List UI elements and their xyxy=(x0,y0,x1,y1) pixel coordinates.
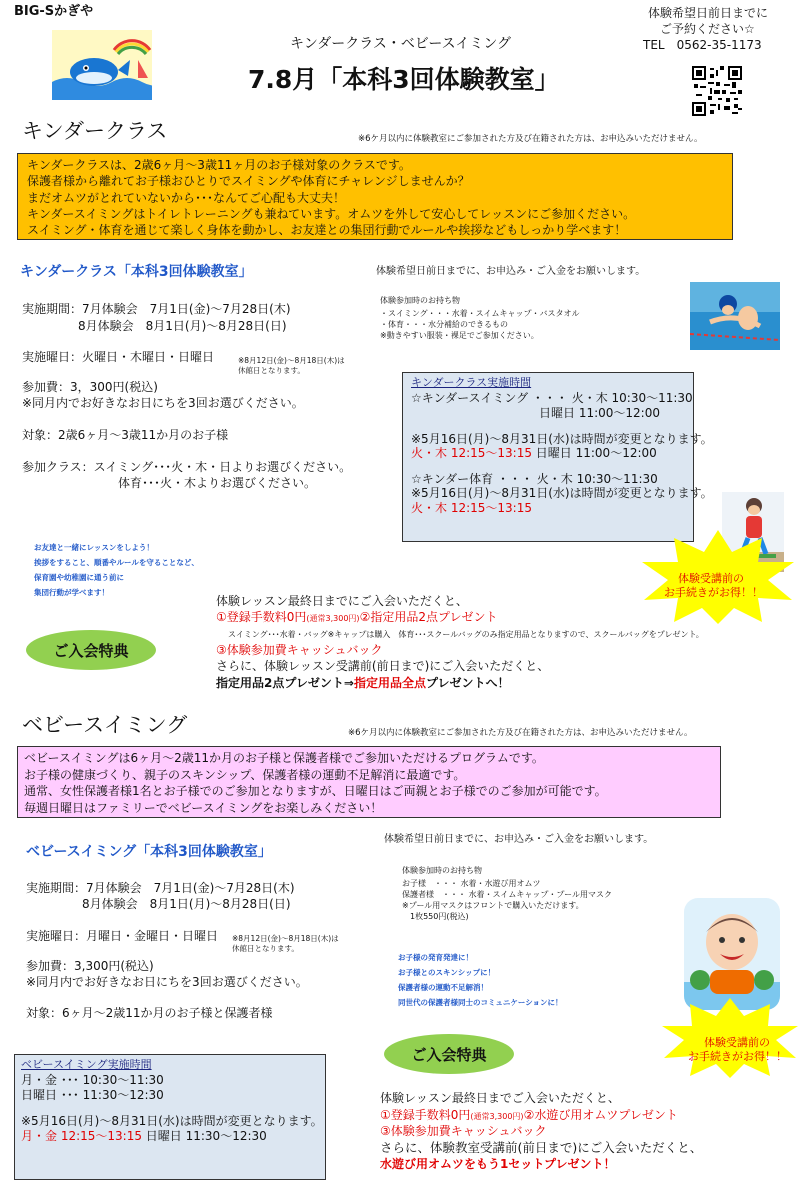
kinder-items-title: 体験参加時のお持ち物 xyxy=(380,296,460,305)
baby-item: 保護者様 ・・・ 水着・スイムキャップ・プール用マスク xyxy=(402,890,612,899)
kinder-schedule-change-red: 火・木 12:15～13:15 xyxy=(411,446,532,460)
kinder-holiday-note: ※8月12日(金)～8月18日(木)は xyxy=(238,356,345,365)
kinder-merit-item: 挨拶をすること、順番やルールを守ることなど、 xyxy=(34,558,199,567)
baby-intro-line: 通常、女性保護者様1名とお子様でのご参加となりますが、日曜日はご両親とお子様でのご参加が可能です。 xyxy=(24,784,607,798)
kinder-benefit-1: ①登録手数料0円 xyxy=(216,610,307,624)
kinder-benefit-more-2b: 指定用品全点 xyxy=(353,676,426,690)
baby-target: 対象：6ヶ月～2歳11か月のお子様と保護者様 xyxy=(26,1006,273,1020)
baby-benefit-more: さらに、体験教室受講前(前日まで)にご入会いただくと、 xyxy=(380,1140,703,1155)
baby-benefit-1: ①登録手数料0円 xyxy=(380,1108,471,1122)
baby-days: 実施曜日：月曜日・金曜日・日曜日 xyxy=(26,929,219,943)
baby-holiday-note: ※8月12日(金)～8月18日(木)は xyxy=(232,934,339,943)
kinder-merit-item: 集団行動が学べます！ xyxy=(34,588,109,597)
baby-restriction-note: ※6ケ月以内に体験教室にご参加された方及び在籍された方は、お申込みいただけません。 xyxy=(348,728,693,738)
kinder-benefit-more-2a: 指定用品2点プレゼント⇒ xyxy=(216,676,354,690)
baby-benefit-3: ③体験参加費キャッシュバック xyxy=(380,1124,547,1138)
kinder-intro-line: キンダースイミングはトイレトレーニングも兼ねています。オムツを外して安心してレッスンにご参加ください。 xyxy=(27,206,636,221)
kinder-fee-note: ※同月内でお好きなお日にちを3回お選びください。 xyxy=(22,396,304,410)
kinder-burst-line-2: お手続きがお得！！ xyxy=(664,586,763,599)
baby-schedule-line-4 xyxy=(21,1129,267,1144)
brand-name: BIG-Sかぎや xyxy=(14,4,94,19)
kinder-schedule-change-sun: 日曜日 11:00～12:00 xyxy=(531,446,657,460)
kinder-schedule-swim: ☆キンダースイミング ・・・ 火・木 10:30～11:30 xyxy=(411,391,693,405)
baby-intro-line: 毎週日曜日はファミリーでベビースイミングをお楽しみください！ xyxy=(24,800,383,815)
baby-merit-item: お子様の発育発達に！ xyxy=(398,953,473,962)
kinder-holiday-note-2: 休館日となります。 xyxy=(238,366,305,375)
kinder-apply-note: 体験希望日前日までに、お申込み・ご入金をお願いします。 xyxy=(376,266,646,277)
kinder-restriction-note: ※6ケ月以内に体験教室にご参加された方及び在籍された方は、お申込みいただけません。 xyxy=(358,134,703,144)
kinder-merit-item: お友達と一緒にレッスンをしよう！ xyxy=(34,543,154,552)
baby-intro-line: お子様の健康づくり、親子のスキンシップ、保護者様の運動不足解消に最適です。 xyxy=(24,767,466,782)
kinder-items-list xyxy=(380,308,580,341)
kinder-merit-list xyxy=(34,540,199,600)
kinder-schedule-change: ※5月16日(月)～8月31日(水)は時間が変更となります。 xyxy=(411,432,713,446)
baby-fee-note: ※同月内でお好きなお日にちを3回お選びください。 xyxy=(26,975,308,989)
baby-fee: 参加費：3,300円(税込) xyxy=(26,959,154,973)
kinder-merit-item: 保育園や幼稚園に通う前に xyxy=(34,573,124,582)
baby-items-list xyxy=(402,878,612,922)
kinder-schedule-gym: ☆キンダー体育 ・・・ 火・木 10:30～11:30 xyxy=(411,472,658,486)
tel-number: TEL 0562-35-1173 xyxy=(643,38,762,52)
kinder-days: 実施曜日：火曜日・木曜日・日曜日 xyxy=(22,350,215,364)
baby-period: 実施期間：7月体験会 7月1日(金)～7月28日(木) xyxy=(26,881,295,895)
baby-burst-line-1: 体験受講前の xyxy=(704,1036,770,1049)
baby-burst-line-2: お手続きがお得！！ xyxy=(688,1050,787,1063)
kinder-intro-line: まだオムツがとれていないから･･･なんてご心配も大丈夫！ xyxy=(27,190,346,205)
kinder-schedule-change-times xyxy=(411,446,657,461)
baby-benefit-label xyxy=(384,1034,514,1074)
kinder-target: 対象：2歳6ヶ月～3歳11か月のお子様 xyxy=(22,428,229,442)
kinder-swim-photo xyxy=(690,282,780,350)
baby-schedule-red: 月・金 12:15～13:15 xyxy=(21,1129,142,1143)
kinder-intro-box xyxy=(17,153,733,240)
baby-merit-list xyxy=(398,950,563,1010)
baby-item: ※プール用マスクはフロントで購入いただけます。 xyxy=(402,901,584,910)
baby-benefit-label-text: ご入会特典 xyxy=(411,1045,487,1064)
baby-heading: ベビースイミング xyxy=(22,713,188,737)
baby-merit-item: お子様とのスキンシップに！ xyxy=(398,968,496,977)
baby-schedule-line-2: 日曜日 ･･･ 11:30～12:30 xyxy=(21,1088,164,1102)
baby-benefit-row-1 xyxy=(380,1108,678,1123)
baby-schedule-sun: 日曜日 11:30～12:30 xyxy=(141,1129,267,1143)
kinder-item: ※動きやすい服装・裸足でご参加ください。 xyxy=(380,331,539,340)
kinder-intro-line: キンダークラスは、2歳6ヶ月～3歳11ヶ月のお子様対象のクラスです。 xyxy=(27,158,411,172)
kinder-schedule-gym-note: ※5月16日(月)～8月31日(水)は時間が変更となります。 xyxy=(411,486,713,500)
kinder-benefit-label-text: ご入会特典 xyxy=(53,641,129,660)
kinder-burst-line-1: 体験受講前の xyxy=(678,572,744,585)
baby-item: お子様 ・・・ 水着・水遊び用オムツ xyxy=(402,879,541,888)
baby-benefit-intro: 体験レッスン最終日までご入会いただくと、 xyxy=(380,1091,620,1105)
baby-intro-box xyxy=(17,746,721,818)
kinder-program-title: キンダークラス「本科3回体験教室」 xyxy=(20,264,253,280)
baby-program-title: ベビースイミング「本科3回体験教室」 xyxy=(26,844,272,860)
baby-merit-item: 同世代の保護者様同士のコミュニケーションに！ xyxy=(398,998,563,1007)
qr-code-image xyxy=(692,66,742,116)
kinder-schedule-box xyxy=(402,372,713,542)
baby-merit-item: 保護者様の運動不足解消！ xyxy=(398,983,488,992)
kinder-item: ・体育・・・水分補給のできるもの xyxy=(380,320,508,329)
page-subtitle: キンダークラス・ベビースイミング xyxy=(290,36,512,52)
baby-benefit-1-note: (通常3,300円) xyxy=(470,1112,524,1121)
kinder-schedule-swim-sun: 日曜日 11:00～12:00 xyxy=(539,406,660,420)
kinder-item: ・スイミング・・・水着・スイムキャップ・バスタオル xyxy=(380,309,580,318)
kinder-intro-line: 保護者様から離れてお子様おひとりでスイミングや体育にチャレンジしませんか？ xyxy=(27,174,470,189)
kinder-schedule-gym-red: 火・木 12:15～13:15 xyxy=(411,501,532,515)
baby-schedule-title: ベビースイミング実施時間 xyxy=(21,1058,152,1071)
kinder-period-aug: 8月体験会 8月1日(月)～8月28日(日) xyxy=(78,319,287,333)
kinder-benefit-more-2c: プレゼントへ！ xyxy=(425,676,510,690)
logo-image xyxy=(52,30,152,100)
baby-benefit-2: ②水遊び用オムツプレゼント xyxy=(523,1108,678,1122)
baby-item: 1枚550円(税込) xyxy=(402,912,469,921)
kinder-benefit-intro: 体験レッスン最終日までにご入会いただくと、 xyxy=(216,594,468,608)
baby-items-title: 体験参加時のお持ち物 xyxy=(402,866,482,875)
kinder-benefit-1-note: (通常3,300円) xyxy=(306,614,360,623)
baby-schedule-box xyxy=(14,1054,326,1180)
kinder-period: 実施期間：7月体験会 7月1日(金)～7月28日(木) xyxy=(22,302,291,316)
baby-period-aug: 8月体験会 8月1日(月)～8月28日(日) xyxy=(82,897,291,911)
kinder-benefit-label xyxy=(26,630,156,670)
baby-benefit-more-2: 水遊び用オムツをもう1セットプレゼント！ xyxy=(380,1157,616,1171)
kinder-benefit-2: ②指定用品2点プレゼント xyxy=(359,610,498,624)
baby-schedule-line-3: ※5月16日(月)～8月31日(水)は時間が変更となります。 xyxy=(21,1114,323,1128)
baby-apply-note: 体験希望日前日までに、お申込み・ご入金をお願いします。 xyxy=(384,834,654,845)
kinder-benefit-row-1 xyxy=(216,610,497,625)
kinder-schedule-title: キンダークラス実施時間 xyxy=(411,376,532,389)
page-title: 7.8月「本科3回体験教室」 xyxy=(248,65,560,94)
kinder-benefit-more: さらに、体験レッスン受講前(前日まで)にご入会いただくと、 xyxy=(216,659,550,673)
baby-photo xyxy=(684,898,780,1010)
baby-schedule-line-1: 月・金 ･･･ 10:30～11:30 xyxy=(21,1073,164,1087)
kinder-benefit-3: ③体験参加費キャッシュバック xyxy=(216,643,383,657)
kinder-class-gym: 体育･･･火・木よりお選びください。 xyxy=(118,476,317,490)
reserve-line-1: 体験希望日前日までに xyxy=(648,6,769,20)
kinder-intro-line: スイミング・体育を通じて楽しく身体を動かし、お友達との集団行動でルールや挨拶などもしっかり学べます！ xyxy=(27,223,627,238)
reserve-line-2: ご予約ください☆ xyxy=(660,22,755,36)
baby-intro-line: ベビースイミングは6ヶ月～2歳11か月のお子様と保護者様でご参加いただけるプログラムです。 xyxy=(24,751,544,765)
kinder-benefit-more-2 xyxy=(216,676,509,691)
kinder-fee: 参加費：3，300円(税込) xyxy=(22,380,158,394)
kinder-heading: キンダークラス xyxy=(22,119,168,143)
baby-holiday-note-2: 休館日となります。 xyxy=(232,944,299,953)
kinder-benefit-note: スイミング･･･水着・バッグ※キャップは購入 体育･･･スクールバッグのみ指定用品となりますので、スクールバッグをプレゼント。 xyxy=(228,630,704,639)
kinder-class-swim: 参加クラス：スイミング･･･火・木・日よりお選びください。 xyxy=(22,460,352,474)
